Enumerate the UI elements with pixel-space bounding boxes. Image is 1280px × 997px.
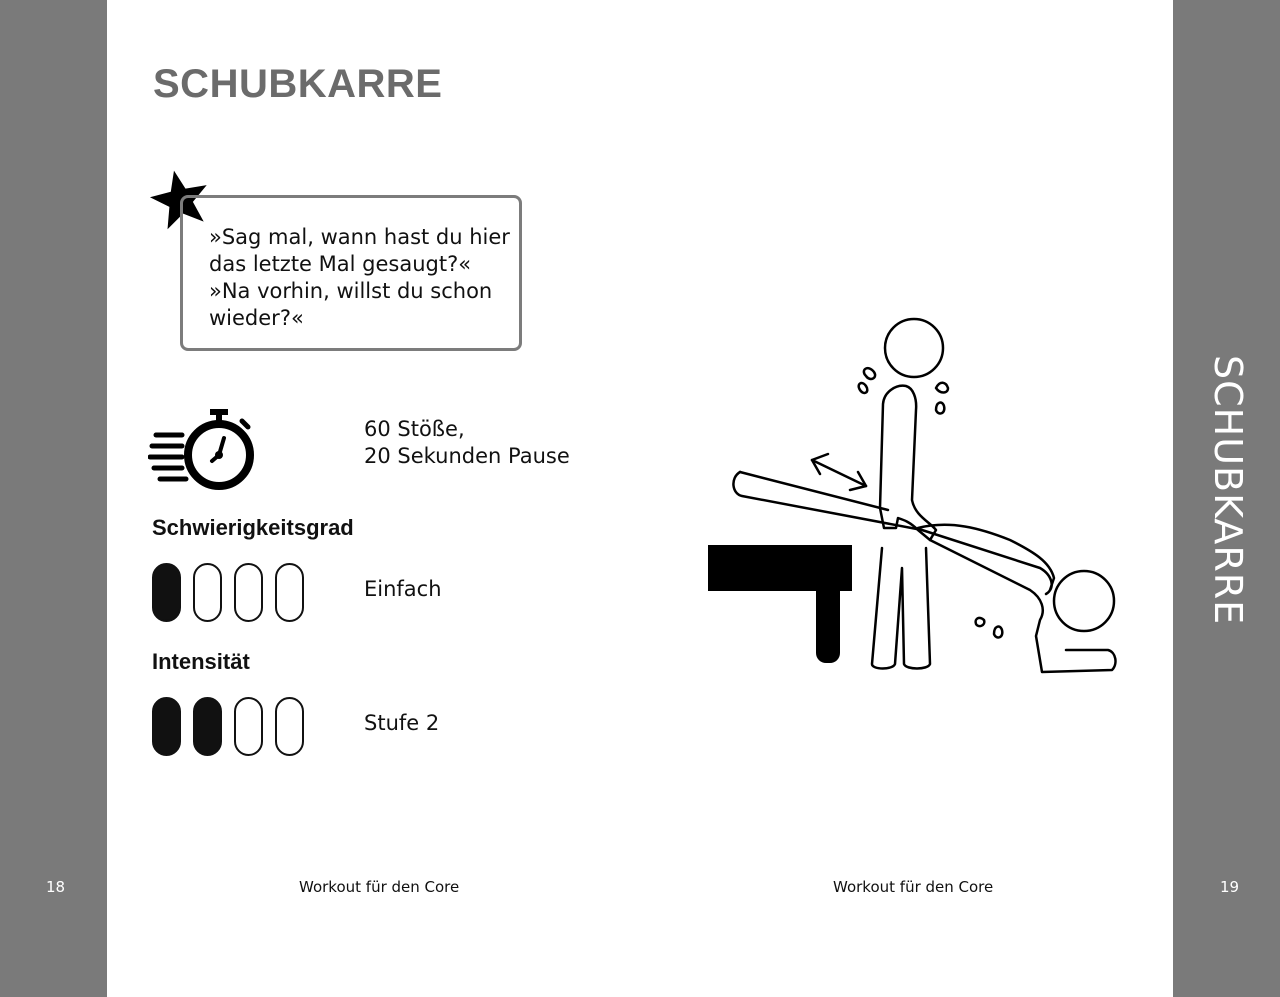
reps-line: 60 Stöße, — [364, 417, 465, 441]
stopwatch-icon — [148, 405, 258, 495]
intensity-pill — [275, 697, 304, 756]
footer-left: Workout für den Core — [299, 878, 460, 896]
quote-line: wieder?« — [209, 306, 304, 330]
page-title: SCHUBKARRE — [153, 62, 443, 106]
intensity-pill — [193, 697, 222, 756]
difficulty-label: Schwierigkeitsgrad — [152, 515, 354, 540]
intensity-value: Stufe 2 — [364, 711, 440, 735]
page-number-right: 19 — [1220, 878, 1240, 896]
quote-line: das letzte Mal gesaugt?« — [209, 252, 472, 276]
quote-line: »Sag mal, wann hast du hier — [209, 225, 510, 249]
page-number-left: 18 — [46, 878, 66, 896]
difficulty-scale — [152, 563, 304, 622]
footer-right: Workout für den Core — [833, 878, 994, 896]
reps-line: 20 Sekunden Pause — [364, 444, 570, 468]
quote-bubble — [180, 195, 522, 351]
repetitions-text — [364, 416, 570, 470]
difficulty-pill — [234, 563, 263, 622]
difficulty-pill — [275, 563, 304, 622]
intensity-pill — [234, 697, 263, 756]
exercise-illustration — [700, 310, 1140, 680]
quote-line: »Na vorhin, willst du schon — [209, 279, 493, 303]
intensity-pill — [152, 697, 181, 756]
side-tab-label: SCHUBKARRE — [1206, 355, 1250, 626]
difficulty-pill — [152, 563, 181, 622]
intensity-scale — [152, 697, 304, 756]
difficulty-pill — [193, 563, 222, 622]
intensity-label: Intensität — [152, 649, 250, 674]
difficulty-value: Einfach — [364, 577, 442, 601]
